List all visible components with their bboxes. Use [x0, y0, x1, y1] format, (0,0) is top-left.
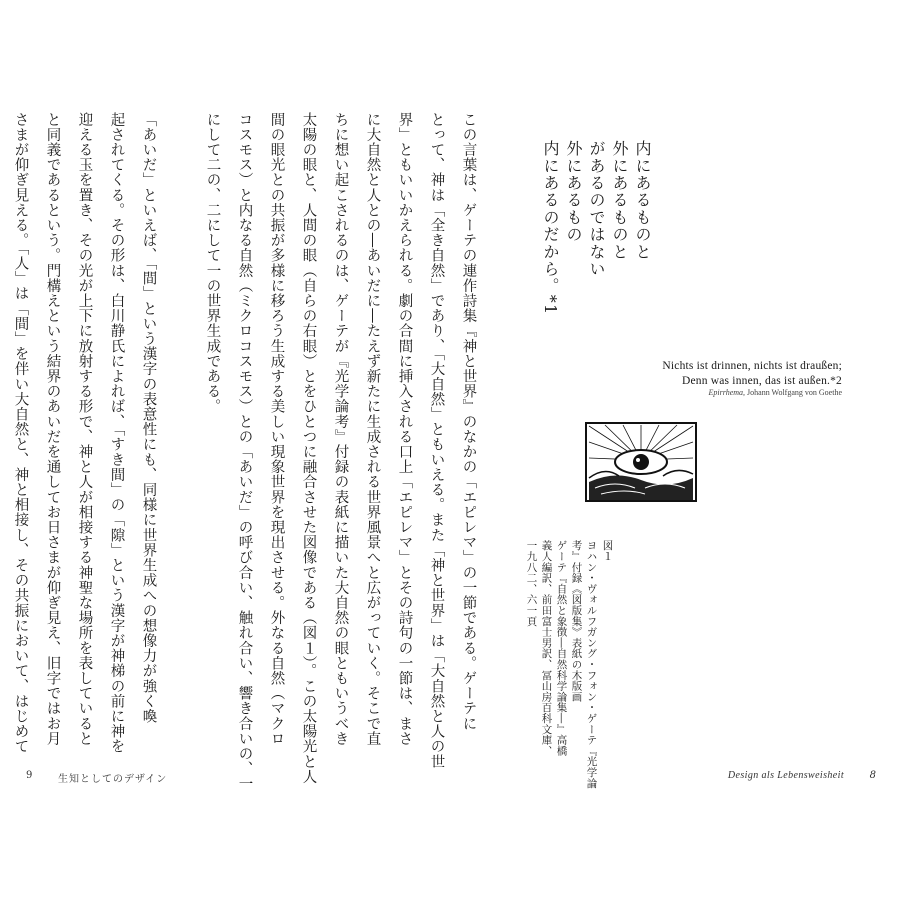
body-line: 迎える玉を置き、その光が上下に放射する形で、神と人が相接する神聖な場所を表していると	[76, 112, 93, 747]
caption-line: ゲーテ『自然と象徴―自然科学論集―』高橋	[555, 540, 568, 756]
caption-line: 義人編訳、前田富士男訳、冨山房百科文庫、	[540, 540, 553, 756]
epigraph-line: 外にあるもの	[564, 140, 583, 244]
body-line: 間の眼光との共振が多様に移ろう生成する美しい現象世界を現出させる。外なる自然（マクロ	[268, 112, 285, 747]
left-page-number: 9	[26, 770, 33, 781]
body-line: 太陽の眼と、人間の眼（自らの右眼）とをひとつに融合させた図像である（図１）。この太陽光と人	[300, 112, 317, 785]
attribution-author: Johann Wolfgang von Goethe	[747, 388, 842, 397]
body-line: コスモス）と内なる自然（ミクロコスモス）との「あいだ」の呼び合い、触れ合い、響き合いの、一	[236, 112, 253, 792]
body-line: 「あいだ」といえば、「間」という漢字の表意性にも、同様に世界生成への想像力が強く喚	[140, 112, 157, 724]
left-running-head: 生知としてのデザイン	[58, 774, 168, 785]
attribution-title: Epirrhema,	[708, 388, 746, 397]
body-line: 起されてくる。その形は、白川静氏によれば、「すき間」の「隙」という漢字が神梯の前に神を	[108, 112, 125, 755]
epigraph-line: 内にあるのだから。*1	[541, 140, 560, 316]
body-line: ちに想い起こされるのは、ゲーテが『光学論考』付録の表紙に描いた大自然の眼ともいうべき	[332, 112, 349, 747]
german-quote-line: Denn was innen, das ist außen.*2	[681, 375, 842, 387]
caption-line: 図１	[601, 540, 614, 562]
caption-line: ヨハン・ヴォルフガング・フォン・ゲーテ『光学論	[585, 540, 598, 789]
epigraph-line: 外にあるものと	[610, 140, 629, 261]
body-line: に大自然と人との―あいだに―たえず新たに生成される世界風景へと広がっていく。そこで直	[364, 112, 381, 747]
body-line: さまが仰ぎ見える。「人」は「間」を伴い大自然と、神と相接し、その共振において、はじめて	[12, 112, 29, 755]
caption-line: 考』付録《図版集》表紙の木版画	[570, 540, 583, 702]
caption-line: 一九八二、六一頁	[525, 540, 538, 627]
right-running-head: Design als Lebensweisheit	[727, 770, 844, 781]
body-line: 界」ともいいかえられる。劇の合間に挿入される口上「エピレマ」とその詩句の一節は、まさ	[396, 112, 413, 747]
body-line: と同義であるという。門構えという結界のあいだを通してお日さまが仰ぎ見え、旧字ではお月	[44, 112, 61, 747]
epigraph-line: があるのではない	[587, 140, 606, 278]
right-page-number: 8	[869, 770, 876, 781]
german-quote-line: Nichts ist drinnen, nichts ist draußen;	[662, 360, 842, 372]
epigraph-line: 内にあるものと	[633, 140, 652, 261]
body-line: とって、神は「全き自然」であり、「大自然」ともいえる。また「神と世界」は「大自然と人の世	[428, 112, 445, 770]
body-line: にして二の、二にして一の世界生成である。	[204, 112, 221, 414]
body-line: この言葉は、ゲーテの連作詩集『神と世界』のなかの「エピレマ」の一節である。ゲーテに	[460, 112, 477, 732]
